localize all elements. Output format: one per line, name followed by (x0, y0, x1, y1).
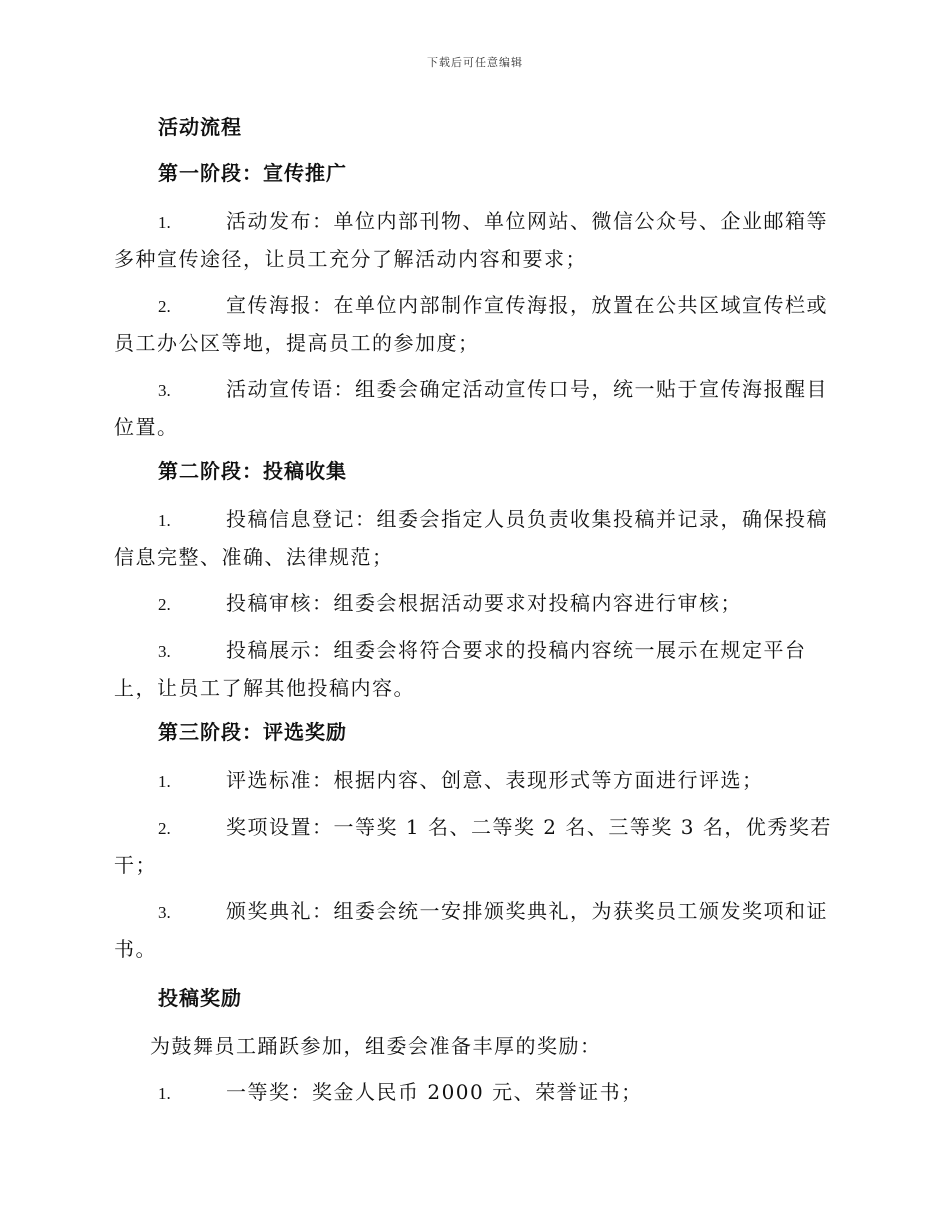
list-text: 活动宣传语：组委会确定活动宣传口号，统一贴于宣传海报醒目位置。 (114, 377, 828, 439)
list-item (114, 762, 836, 800)
page-header: 下载后可任意编辑 (427, 56, 523, 69)
heading-stage-3: 第三阶段：评选奖励 (158, 720, 347, 744)
list-item (114, 632, 836, 707)
list-item (114, 893, 836, 968)
list-text: 评选标准：根据内容、创意、表现形式等方面进行评选； (226, 768, 764, 792)
list-text: 奖项设置：一等奖 1 名、二等奖 2 名、三等奖 3 名，优秀奖若干； (114, 815, 832, 877)
list-number: 2. (158, 595, 171, 614)
list-number: 2. (158, 297, 171, 316)
list-text: 活动发布：单位内部刊物、单位网站、微信公众号、企业邮箱等多种宣传途径，让员工充分了解活动内容和要求； (114, 209, 828, 271)
stage-2-list (114, 501, 836, 707)
list-number: 1. (158, 213, 171, 232)
list-text: 一等奖：奖金人民币 2000 元、荣誉证书； (226, 1080, 643, 1104)
list-text: 颁奖典礼：组委会统一安排颁奖典礼，为获奖员工颁发奖项和证书。 (114, 899, 828, 961)
list-item (114, 501, 836, 576)
list-text: 投稿信息登记：组委会指定人员负责收集投稿并记录，确保投稿信息完整、准确、法律规范； (114, 507, 828, 569)
list-text: 投稿展示：组委会将符合要求的投稿内容统一展示在规定平台上，让员工了解其他投稿内容。 (114, 638, 807, 700)
stage-1-list (114, 203, 836, 446)
list-number: 1. (158, 772, 171, 791)
list-number: 3. (158, 903, 171, 922)
list-item (114, 585, 836, 623)
rewards-intro: 为鼓舞员工踊跃参加，组委会准备丰厚的奖励： (150, 1034, 602, 1058)
list-number: 3. (158, 381, 171, 400)
list-number: 2. (158, 819, 171, 838)
list-text: 宣传海报：在单位内部制作宣传海报，放置在公共区域宣传栏或员工办公区等地，提高员工的参加度； (114, 293, 828, 355)
rewards-list (114, 1074, 836, 1112)
stage-3-list (114, 762, 836, 968)
list-number: 1. (158, 511, 171, 530)
heading-stage-1: 第一阶段：宣传推广 (158, 161, 347, 185)
list-item (114, 1074, 836, 1112)
document-body (114, 111, 836, 1121)
heading-stage-2: 第二阶段：投稿收集 (158, 459, 347, 483)
list-number: 3. (158, 642, 171, 661)
list-item (114, 287, 836, 362)
list-item (114, 371, 836, 446)
list-item (114, 809, 836, 884)
list-number: 1. (158, 1084, 171, 1103)
heading-rewards: 投稿奖励 (158, 986, 242, 1010)
list-text: 投稿审核：组委会根据活动要求对投稿内容进行审核； (226, 591, 742, 615)
heading-activity-process: 活动流程 (158, 115, 242, 139)
list-item (114, 203, 836, 278)
